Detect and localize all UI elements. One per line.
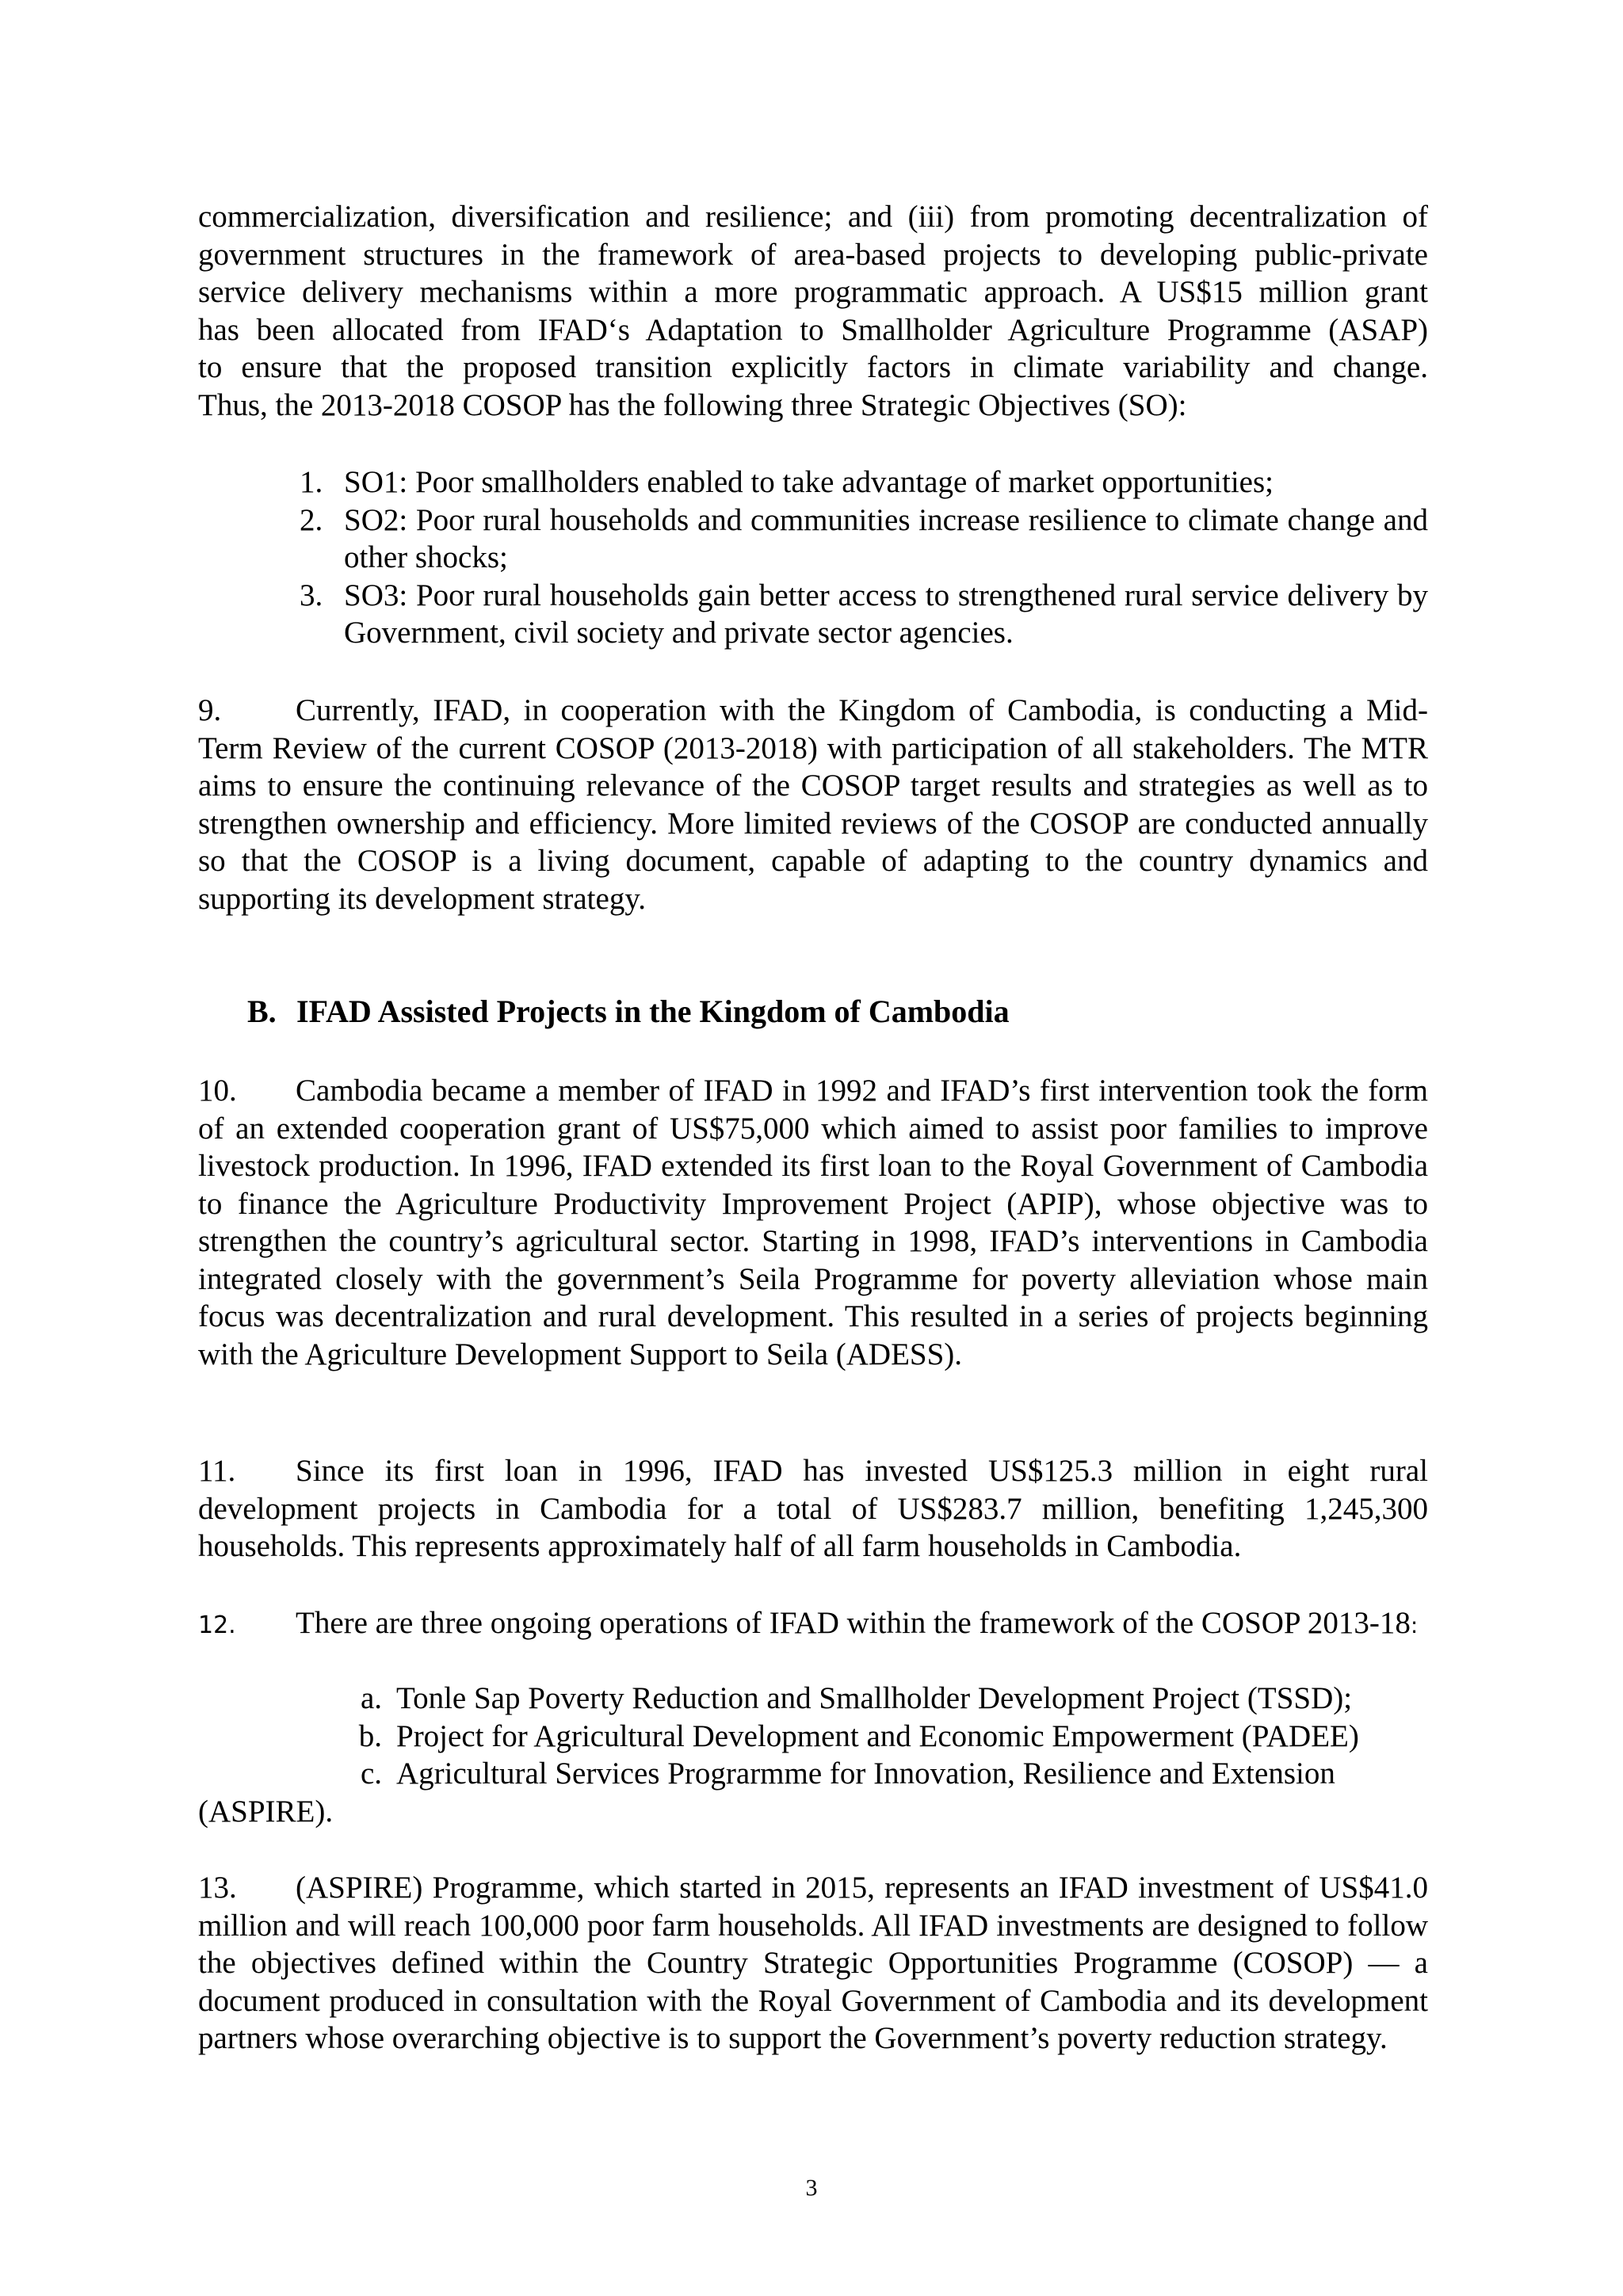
list-item-text: SO2: Poor rural households and communities increase resilience to climate change and other shocks; bbox=[344, 502, 1428, 574]
paragraph-number: 13. bbox=[198, 1871, 237, 1905]
paragraph-text: Currently, IFAD, in cooperation with the Kingdom of Cambodia, is conducting a Mid-Term Review of the current COSOP (2013-2018) with participation of all stakeholders. The MTR aims to ensure the continuing relevance of the COSOP target results and strategies as well as to strengthen ownership and efficiency. More limited reviews of the COSOP are conducted annually so that the COSOP is a living document, capable of adapting to the country dynamics and supporting its development strategy. bbox=[198, 693, 1428, 916]
list-marker: c. bbox=[360, 1756, 382, 1791]
list-marker: 2. bbox=[300, 502, 323, 537]
paragraph-number: 11. bbox=[198, 1454, 236, 1488]
paragraph-13 bbox=[198, 1869, 1428, 2058]
list-marker: a. bbox=[360, 1681, 382, 1715]
list-item bbox=[331, 1718, 1428, 1756]
intro-line: Thus, the 2013-2018 COSOP has the following three Strategic Objectives (SO): bbox=[198, 387, 1187, 422]
list-continuation: (ASPIRE). bbox=[198, 1794, 334, 1829]
list-item bbox=[331, 1680, 1428, 1718]
ongoing-operations-list bbox=[331, 1680, 1428, 1793]
list-item bbox=[300, 577, 1428, 652]
list-item-text: Agricultural Services Prograrmme for Innovation, Resilience and Extension bbox=[396, 1756, 1335, 1791]
page-number: 3 bbox=[805, 2175, 818, 2201]
strategic-objectives-list bbox=[300, 463, 1428, 652]
intro-line: service delivery mechanisms within a more programmatic approach. A US$15 million grant bbox=[198, 275, 1428, 309]
list-item-text: SO1: Poor smallholders enabled to take advantage of market opportunities; bbox=[344, 465, 1274, 499]
section-title: IFAD Assisted Projects in the Kingdom of Cambodia bbox=[296, 994, 1010, 1029]
paragraph-11 bbox=[198, 1452, 1428, 1566]
list-item bbox=[300, 463, 1428, 502]
paragraph-text: Since its first loan in 1996, IFAD has invested US$125.3 million in eight rural development projects in Cambodia for a total of US$283.7 million, benefiting 1,245,300 households. This represents approximately half of all farm households in Cambodia. bbox=[198, 1454, 1428, 1563]
intro-line: to ensure that the proposed transition explicitly factors in climate variability and change. bbox=[198, 350, 1428, 384]
list-item-text: Project for Agricultural Development and Economic Empowerment (PADEE) bbox=[396, 1718, 1359, 1753]
intro-paragraph bbox=[198, 198, 1428, 424]
paragraph-9 bbox=[198, 692, 1428, 917]
list-item bbox=[331, 1755, 1428, 1793]
paragraph-number: 12. bbox=[198, 1611, 236, 1639]
list-item-text: SO3: Poor rural households gain better access to strengthened rural service delivery by Government, civil society and private sector agencies. bbox=[344, 578, 1428, 650]
list-item bbox=[300, 502, 1428, 577]
paragraph-number: 9. bbox=[198, 693, 222, 727]
paragraph-text: (ASPIRE) Programme, which started in 2015, represents an IFAD investment of US$41.0 million and will reach 100,000 poor farm households. All IFAD investments are designed to follow the objectives defined within the Country Strategic Opportunities Programme (COSOP) — a document produced in consultation with the Royal Government of Cambodia and its development partners whose overarching objective is to support the Government’s poverty reduction strategy. bbox=[198, 1871, 1428, 2055]
paragraph-tail: : bbox=[1410, 1612, 1419, 1638]
list-marker: b. bbox=[358, 1718, 382, 1753]
intro-line: has been allocated from IFAD‘s Adaptation to Smallholder Agriculture Programme (ASAP) bbox=[198, 312, 1428, 347]
list-item-text: Tonle Sap Poverty Reduction and Smallholder Development Project (TSSD); bbox=[396, 1681, 1353, 1715]
list-marker: 1. bbox=[300, 465, 323, 499]
intro-line: commercialization, diversification and resilience; and (iii) from promoting decentralization of bbox=[198, 200, 1428, 234]
paragraph-text: There are three ongoing operations of IFAD within the framework of the COSOP 2013-18 bbox=[296, 1606, 1411, 1640]
intro-line: government structures in the framework of area-based projects to developing public-private bbox=[198, 237, 1428, 272]
paragraph-12 bbox=[198, 1604, 1428, 1645]
paragraph-number: 10. bbox=[198, 1074, 237, 1108]
section-heading bbox=[247, 993, 1010, 1030]
section-marker: B. bbox=[247, 994, 277, 1029]
paragraph-text: Cambodia became a member of IFAD in 1992 and IFAD’s first intervention took the form of an extended cooperation grant of US$75,000 which aimed to assist poor families to improve livestock production. In 1996, IFAD extended its first loan to the Royal Government of Cambodia to finance the Agriculture Productivity Improvement Project (APIP), whose objective was to strengthen the country’s agricultural sector. Starting in 1998, IFAD’s interventions in Cambodia integrated closely with the government’s Seila Programme for poverty alleviation whose main focus was decentralization and rural development. This resulted in a series of projects beginning with the Agriculture Development Support to Seila (ADESS). bbox=[198, 1074, 1428, 1371]
list-marker: 3. bbox=[300, 578, 323, 612]
paragraph-10 bbox=[198, 1072, 1428, 1373]
